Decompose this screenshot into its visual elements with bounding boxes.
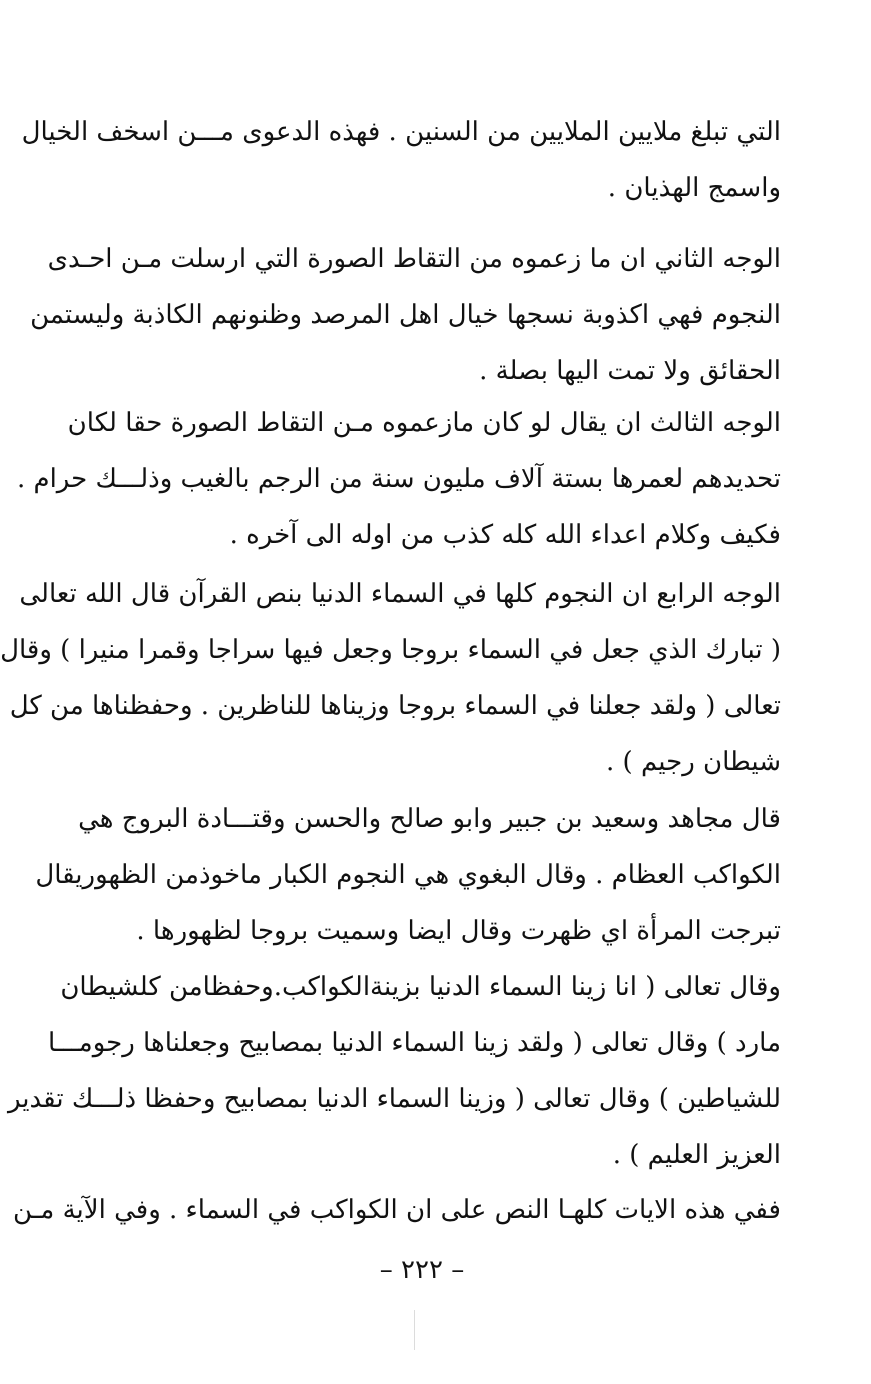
paragraph-6 [7, 959, 781, 1183]
text-line: تعالى ( ولقد جعلنا في السماء بروجا وزيناها للناظرين . وحفظناها من كل [9, 691, 781, 721]
text-line: شيطان رجيم ) . [606, 747, 781, 777]
text-line: الحقائق ولا تمت اليها بصلة . [479, 356, 781, 386]
text-line: الوجه الثالث ان يقال لو كان مازعموه مـن التقاط الصورة حقا لكان [67, 408, 781, 438]
text-line: وقال تعالى ( انا زينا السماء الدنيا بزينةالكواكب.وحفظامن كلشيطان [60, 972, 781, 1002]
text-line: ففي هذه الايات كلهـا النص على ان الكواكب في السماء . وفي الآية مـن [13, 1195, 781, 1225]
text-line: تحديدهم لعمرها بستة آلاف مليون سنة من الرجم بالغيب وذلـــك حرام . [16, 464, 781, 494]
text-line: فكيف وكلام اعداء الله كله كذب من اوله الى آخره . [229, 520, 781, 550]
text-line: النجوم فهي اكذوبة نسجها خيال اهل المرصد وظنونهم الكاذبة وليستمن [30, 300, 781, 330]
text-line: الكواكب العظام . وقال البغوي هي النجوم الكبار ماخوذمن الظهوريقال [35, 860, 781, 890]
paragraph-3 [16, 395, 781, 563]
text-line: تبرجت المرأة اي ظهرت وقال ايضا وسميت بروجا لظهورها . [136, 916, 781, 946]
text-line: واسمج الهذيان . [607, 173, 781, 203]
text-line: الوجه الرابع ان النجوم كلها في السماء الدنيا بنص القرآن قال الله تعالى [19, 579, 781, 609]
text-line: للشياطين ) وقال تعالى ( وزينا السماء الدنيا بمصابيح وحفظا ذلـــك تقدير [7, 1084, 781, 1114]
paragraph-1 [21, 104, 781, 216]
paragraph-7 [13, 1182, 781, 1238]
paragraph-4 [0, 566, 781, 790]
page-number: – ٢٢٢ – [379, 1255, 465, 1285]
text-line: الوجه الثاني ان ما زعموه من التقاط الصورة التي ارسلت مـن احـدى [47, 244, 781, 274]
paragraph-5 [35, 791, 781, 959]
text-line: قال مجاهد وسعيد بن جبير وابو صالح والحسن وقتـــادة البروج هي [78, 804, 781, 834]
text-line: العزيز العليم ) . [612, 1140, 781, 1170]
scan-mark [414, 1310, 415, 1350]
paragraph-2 [30, 231, 781, 399]
text-line: التي تبلغ ملايين الملايين من السنين . فهذه الدعوى مـــن اسخف الخيال [21, 117, 781, 147]
text-line: ( تبارك الذي جعل في السماء بروجا وجعل فيها سراجا وقمرا منيرا ) وقال [0, 635, 781, 665]
text-line: مارد ) وقال تعالى ( ولقد زينا السماء الدنيا بمصابيح وجعلناها رجومـــا [48, 1028, 781, 1058]
